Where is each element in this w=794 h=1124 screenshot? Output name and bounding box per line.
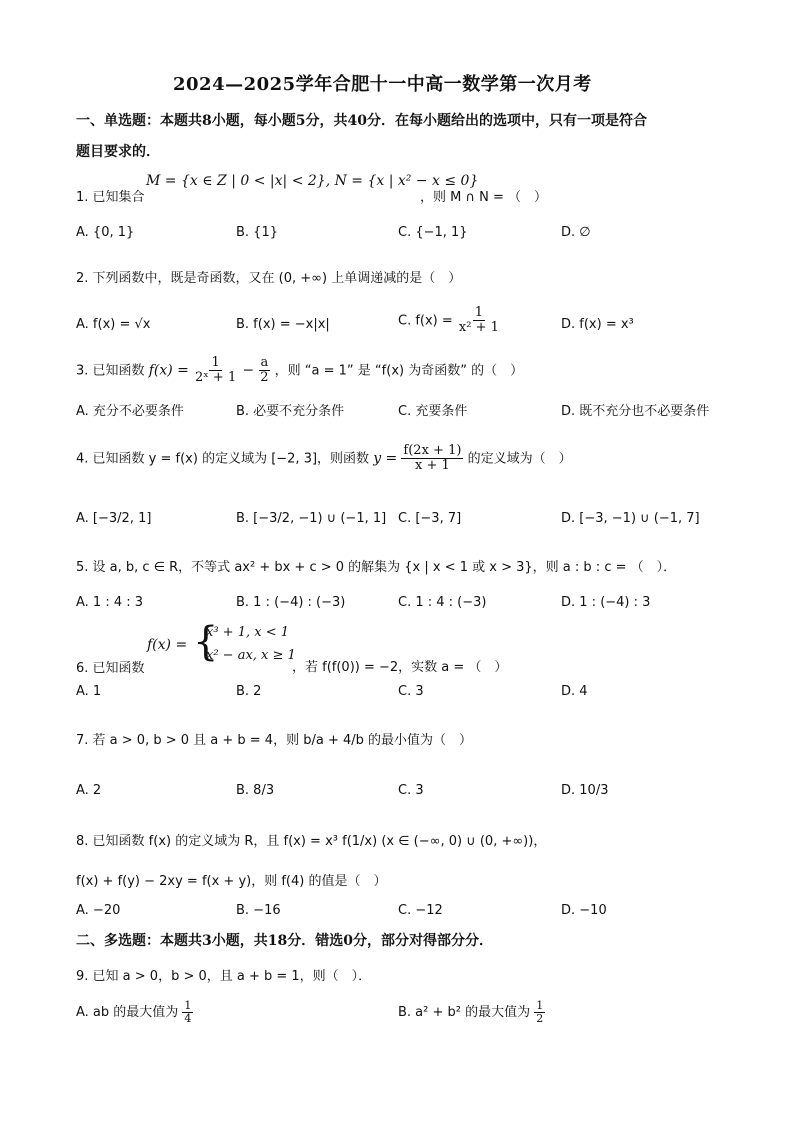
q2-option-d: D. f(x) = x³ xyxy=(561,317,634,332)
q8-line2: f(x) + f(y) − 2xy = f(x + y)，则 f(4) 的值是（ ） xyxy=(76,874,387,889)
q7-text: 7. 若 a > 0, b > 0 且 a + b = 4，则 b/a + 4/b 的最小值为（ ） xyxy=(76,733,472,748)
q4-fraction-numerator: f(2x + 1) xyxy=(403,443,462,458)
q6-fx: f(x) = xyxy=(147,637,188,653)
q3-fraction-1-numerator: 1 xyxy=(211,355,220,370)
q5-text: 5. 设 a, b, c ∈ R，不等式 ax² + bx + c > 0 的解集为 {x | x < 1 或 x > 3}，则 a : b : c = （ ）． xyxy=(76,560,677,575)
q6-option-b: B. 2 xyxy=(236,684,262,699)
q1-option-a: A. {0, 1} xyxy=(76,225,135,240)
q8-option-a: A. −20 xyxy=(76,903,121,918)
q7-option-b: B. 8/3 xyxy=(236,783,275,798)
q1-option-d: D. ∅ xyxy=(561,225,591,240)
q3-stem xyxy=(76,356,523,386)
q9-option-a-denominator: 4 xyxy=(184,1012,192,1026)
q2-option-c-label: C. f(x) = xyxy=(398,313,453,329)
q3-fx: f(x) = xyxy=(148,362,189,379)
q4-option-c: C. [−3, 7] xyxy=(398,511,462,526)
q4-option-b: B. [−3/2, −1) ∪ (−1, 1] xyxy=(236,511,387,526)
q1-option-b: B. {1} xyxy=(236,225,278,240)
q9-option-b-numerator: 1 xyxy=(536,999,544,1012)
q3-option-a: A. 充分不必要条件 xyxy=(76,404,184,419)
q9-option-b-fraction xyxy=(534,1000,545,1025)
q4-yeq: y = xyxy=(373,450,398,467)
q3-fraction-2-denominator: 2 xyxy=(260,370,269,386)
q2-option-c-denominator: x² + 1 xyxy=(458,320,499,336)
q3-minus: − xyxy=(242,362,255,379)
q6-case-1: x³ + 1, x < 1 xyxy=(206,625,289,640)
q3-fraction-1 xyxy=(193,356,238,386)
q3-prefix: 3. 已知函数 xyxy=(76,363,145,379)
q6-option-a: A. 1 xyxy=(76,684,102,699)
q6-suffix: ，若 f(f(0)) = −2，实数 a = （ ） xyxy=(292,660,508,675)
q9-option-b xyxy=(398,1000,545,1025)
q3-fraction-2-numerator: a xyxy=(260,355,269,370)
q2-text: 2. 下列函数中，既是奇函数，又在 (0, +∞) 上单调递减的是（ ） xyxy=(76,271,462,286)
q5-option-c: C. 1 : 4 : (−3) xyxy=(398,595,487,610)
q9-option-a xyxy=(76,1000,193,1025)
q3-fraction-1-denominator: 2ˣ + 1 xyxy=(195,370,237,386)
q9-option-a-numerator: 1 xyxy=(184,999,192,1012)
q2-option-c xyxy=(398,306,501,336)
q9-option-a-fraction xyxy=(182,1000,193,1025)
q3-fraction-2 xyxy=(258,356,270,386)
section1-line1: 一、单选题：本题共8小题，每小题5分，共40分．在每小题给出的选项中，只有一项是符合 xyxy=(76,113,647,129)
q1-prefix: 1. 已知集合 xyxy=(76,190,145,205)
q6-case-2: x² − ax, x ≥ 1 xyxy=(206,648,296,663)
q5-option-b: B. 1 : (−4) : (−3) xyxy=(236,595,346,610)
q2-option-c-fraction xyxy=(457,306,501,336)
q3-suffix: ，则 “a = 1” 是 “f(x) 为奇函数” 的（ ） xyxy=(274,363,524,379)
q1-option-c: C. {−1, 1} xyxy=(398,225,468,240)
q8-option-b: B. −16 xyxy=(236,903,281,918)
q6-brace: { xyxy=(193,619,219,665)
q3-option-c: C. 充要条件 xyxy=(398,404,468,419)
q2-option-a: A. f(x) = √x xyxy=(76,317,151,332)
q4-stem xyxy=(76,444,572,474)
section2-header: 二、多选题：本题共3小题，共18分．错选0分，部分对得部分分． xyxy=(76,933,493,949)
q7-option-c: C. 3 xyxy=(398,783,424,798)
q7-option-a: A. 2 xyxy=(76,783,102,798)
q4-suffix: 的定义域为（ ） xyxy=(467,451,572,467)
q4-option-d: D. [−3, −1) ∪ (−1, 7] xyxy=(561,511,700,526)
q8-option-d: D. −10 xyxy=(561,903,607,918)
q9-option-a-label: A. ab 的最大值为 xyxy=(76,1005,179,1021)
q8-line1: 8. 已知函数 f(x) 的定义域为 R，且 f(x) = x³ f(1/x) (x ∈ (−∞, 0) ∪ (0, +∞))， xyxy=(76,834,547,849)
q8-option-c: C. −12 xyxy=(398,903,443,918)
q9-option-b-denominator: 2 xyxy=(536,1012,544,1026)
q4-fraction xyxy=(401,444,463,474)
q1-math: M = {x ∈ Z | 0 < |x| < 2}, N = {x | x² − x ≤ 0} xyxy=(146,173,479,189)
q4-option-a: A. [−3/2, 1] xyxy=(76,511,152,526)
page-title: 2024—2025学年合肥十一中高一数学第一次月考 xyxy=(173,74,592,95)
q2-option-b: B. f(x) = −x|x| xyxy=(236,317,330,332)
section1-line2: 题目要求的． xyxy=(76,144,160,160)
q4-prefix: 4. 已知函数 y = f(x) 的定义域为 [−2, 3]，则函数 xyxy=(76,451,370,467)
q6-option-d: D. 4 xyxy=(561,684,588,699)
q9-text: 9. 已知 a > 0，b > 0，且 a + b = 1，则（ ）． xyxy=(76,969,372,984)
q9-option-b-label: B. a² + b² 的最大值为 xyxy=(398,1005,531,1021)
q5-option-a: A. 1 : 4 : 3 xyxy=(76,595,144,610)
q1-suffix: ，则 M ∩ N = （ ） xyxy=(420,190,548,205)
q5-option-d: D. 1 : (−4) : 3 xyxy=(561,595,651,610)
q6-prefix: 6. 已知函数 xyxy=(76,661,145,676)
q3-option-d: D. 既不充分也不必要条件 xyxy=(561,404,710,419)
q3-option-b: B. 必要不充分条件 xyxy=(236,404,345,419)
q4-fraction-denominator: x + 1 xyxy=(415,458,450,474)
q7-option-d: D. 10/3 xyxy=(561,783,609,798)
q2-option-c-numerator: 1 xyxy=(474,305,484,320)
q6-option-c: C. 3 xyxy=(398,684,424,699)
